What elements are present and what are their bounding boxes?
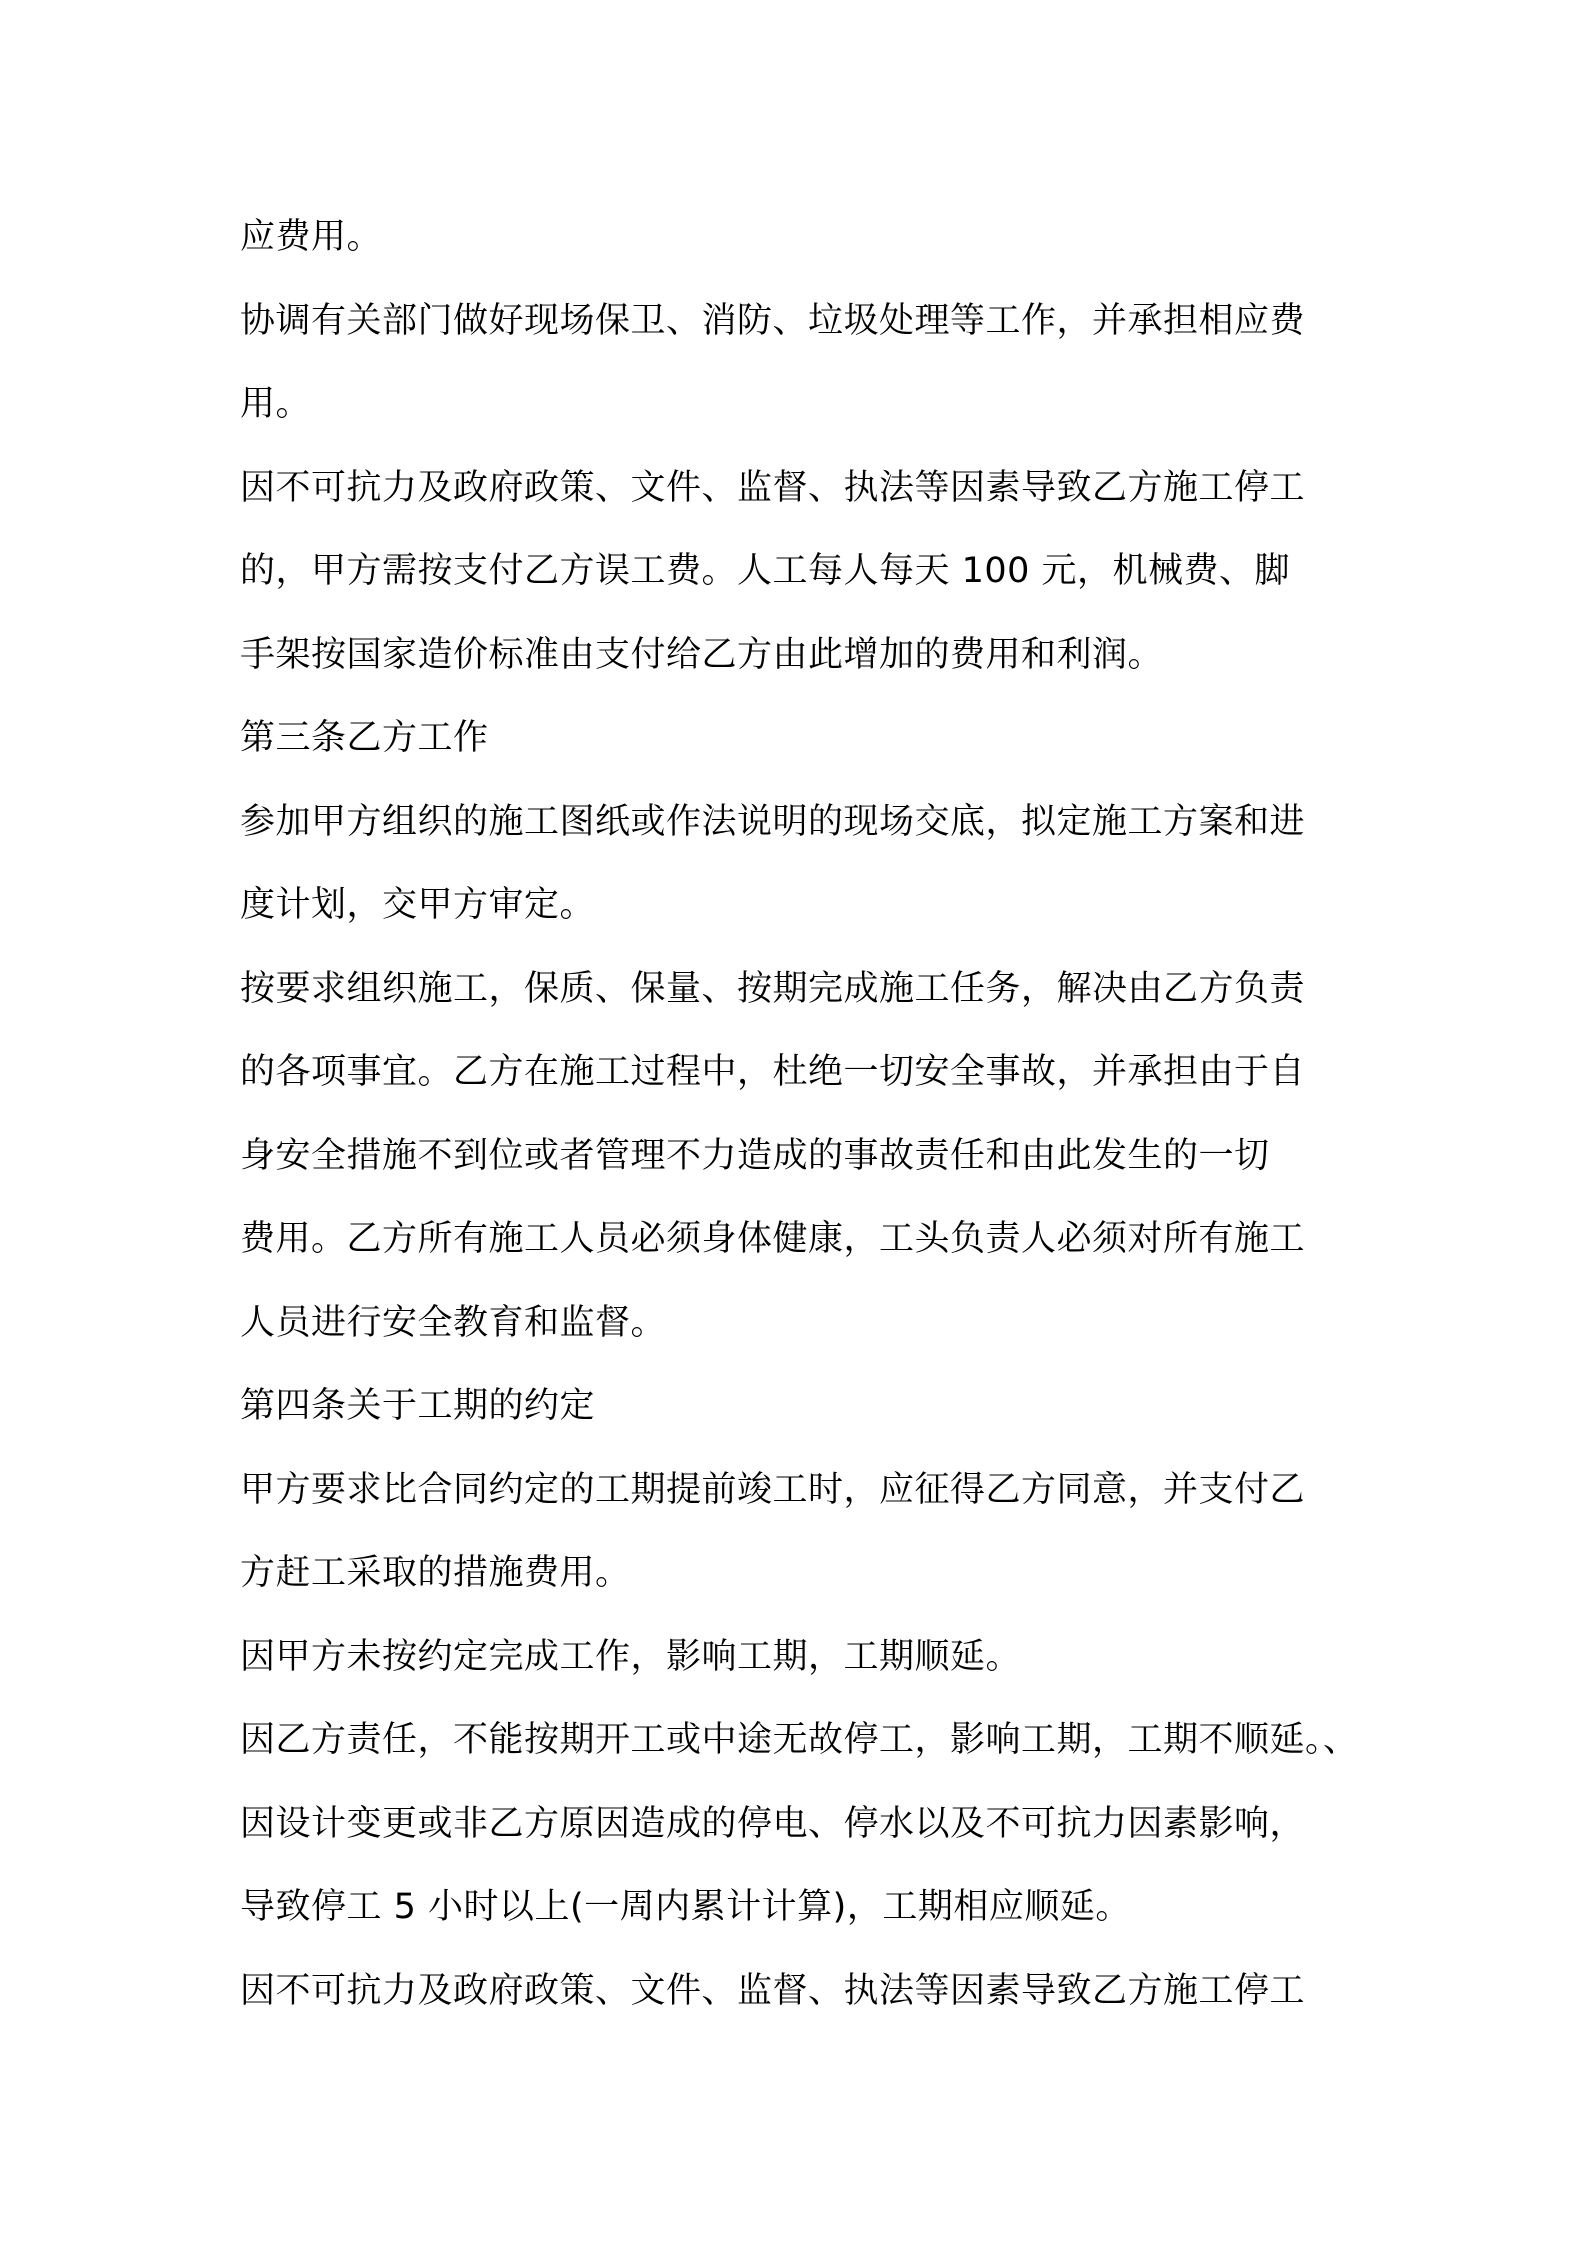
text-line: 的，甲方需按支付乙方误工费。人工每人每天 100 元，机械费、脚	[240, 551, 1291, 591]
text-line: 因甲方未按约定完成工作，影响工期，工期顺延。	[240, 1636, 1022, 1677]
text-line: 因乙方责任，不能按期开工或中途无故停工，影响工期，工期不顺延。、	[240, 1720, 1359, 1760]
text-line: 手架按国家造价标准由支付给乙方由此增加的费用和利润。	[240, 634, 1164, 675]
text-line: 方赶工采取的措施费用。	[240, 1553, 631, 1593]
text-line: 甲方要求比合同约定的工期提前竣工时，应征得乙方同意，并支付乙	[240, 1469, 1306, 1510]
text-line: 按要求组织施工，保质、保量、按期完成施工任务，解决由乙方负责	[240, 968, 1306, 1009]
text-line: 身安全措施不到位或者管理不力造成的事故责任和由此发生的一切	[240, 1135, 1270, 1176]
text-line: 因不可抗力及政府政策、文件、监督、执法等因素导致乙方施工停工	[240, 1970, 1306, 2011]
section-heading: 第四条关于工期的约定	[240, 1386, 596, 1426]
text-line: 因不可抗力及政府政策、文件、监督、执法等因素导致乙方施工停工	[240, 467, 1306, 508]
section-heading: 第三条乙方工作	[240, 718, 489, 758]
text-line: 的各项事宜。乙方在施工过程中，杜绝一切安全事故，并承担由于自	[240, 1052, 1306, 1092]
text-line: 度计划，交甲方审定。	[240, 885, 596, 925]
text-line: 协调有关部门做好现场保卫、消防、垃圾处理等工作，并承担相应费	[240, 300, 1306, 341]
text-line: 费用。乙方所有施工人员必须身体健康，工头负责人必须对所有施工	[240, 1219, 1306, 1259]
text-line: 人员进行安全教育和监督。	[240, 1302, 667, 1343]
text-line: 因设计变更或非乙方原因造成的停电、停水以及不可抗力因素影响，	[240, 1803, 1306, 1844]
text-line: 参加甲方组织的施工图纸或作法说明的现场交底，拟定施工方案和进	[240, 801, 1306, 842]
text-line: 用。	[240, 384, 312, 424]
text-line: 应费用。	[240, 217, 383, 257]
document-body	[240, 196, 1360, 2033]
text-line: 导致停工 5 小时以上(一周内累计计算)，工期相应顺延。	[240, 1887, 1131, 1927]
